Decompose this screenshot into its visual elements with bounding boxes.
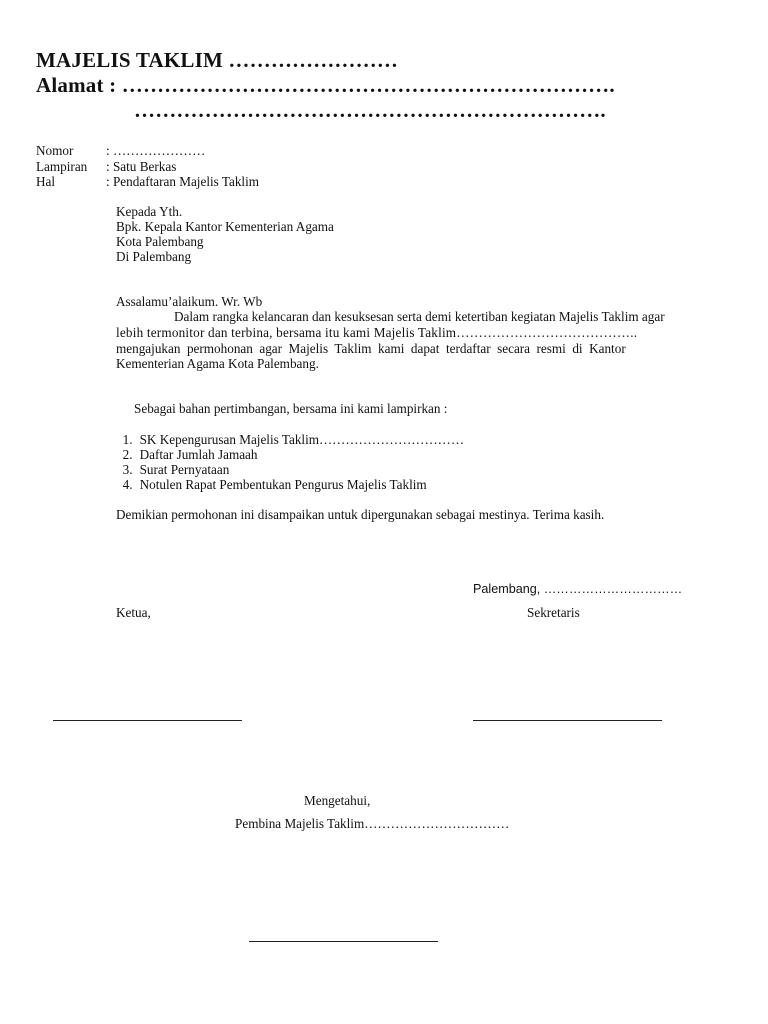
recipient-line-4: Di Palembang: [116, 249, 192, 264]
pembina-signature-line: [249, 941, 438, 942]
attachment-item: [116, 461, 427, 493]
attachment-number: 4.: [122, 477, 133, 492]
hal-value: : Pendaftaran Majelis Taklim: [106, 174, 260, 189]
attachments-intro: Sebagai bahan pertimbangan, bersama ini kami lampirkan :: [134, 401, 448, 416]
ketua-label: Ketua,: [116, 605, 151, 620]
organization-title: MAJELIS TAKLIM ……………………: [36, 48, 399, 72]
paragraph-line-1: Dalam rangka kelancaran dan kesuksesan serta demi ketertiban kegiatan Majelis Taklim agar: [174, 309, 665, 324]
attachment-text: Surat Pernyataan: [139, 462, 230, 477]
paragraph-line-4: Kementerian Agama Kota Palembang.: [116, 356, 319, 371]
address-line-2: ………………………………………………………….: [134, 98, 606, 122]
attachment-number: 2.: [122, 447, 133, 462]
greeting: Assalamu’alaikum. Wr. Wb: [116, 294, 263, 309]
address-line-1: Alamat : …………………………………………………………….: [36, 73, 615, 97]
lampiran-label: Lampiran: [36, 159, 88, 174]
ketua-signature-line: [53, 720, 242, 721]
place-date: Palembang, ……………………………: [473, 582, 683, 596]
paragraph-line-3: mengajukan permohonan agar Majelis Taklim kami dapat terdaftar secara resmi di Kantor: [116, 341, 626, 356]
mengetahui-label: Mengetahui,: [304, 793, 371, 808]
sekretaris-signature-line: [473, 720, 662, 721]
hal-label: Hal: [36, 174, 56, 189]
attachment-number: 3.: [122, 462, 133, 477]
attachment-text: Notulen Rapat Pembentukan Pengurus Majelis Taklim: [139, 477, 427, 492]
recipient-line-1: Kepada Yth.: [116, 204, 183, 219]
lampiran-value: : Satu Berkas: [106, 159, 177, 174]
recipient-line-2: Bpk. Kepala Kantor Kementerian Agama: [116, 219, 334, 234]
recipient-line-3: Kota Palembang: [116, 234, 204, 249]
attachment-text: SK Kepengurusan Majelis Taklim……………………………: [139, 432, 465, 447]
attachment-number: 1.: [122, 432, 133, 447]
closing-sentence: Demikian permohonan ini disampaikan untuk dipergunakan sebagai mestinya. Terima kasih.: [116, 507, 605, 522]
nomor-value: : …………………: [106, 143, 206, 158]
nomor-label: Nomor: [36, 143, 74, 158]
pembina-label: Pembina Majelis Taklim……………………………: [235, 816, 510, 831]
paragraph-line-2: lebih termonitor dan terbina, bersama itu kami Majelis Taklim…………………………………..: [116, 325, 638, 340]
attachment-text: Daftar Jumlah Jamaah: [139, 447, 258, 462]
sekretaris-label: Sekretaris: [527, 605, 580, 620]
